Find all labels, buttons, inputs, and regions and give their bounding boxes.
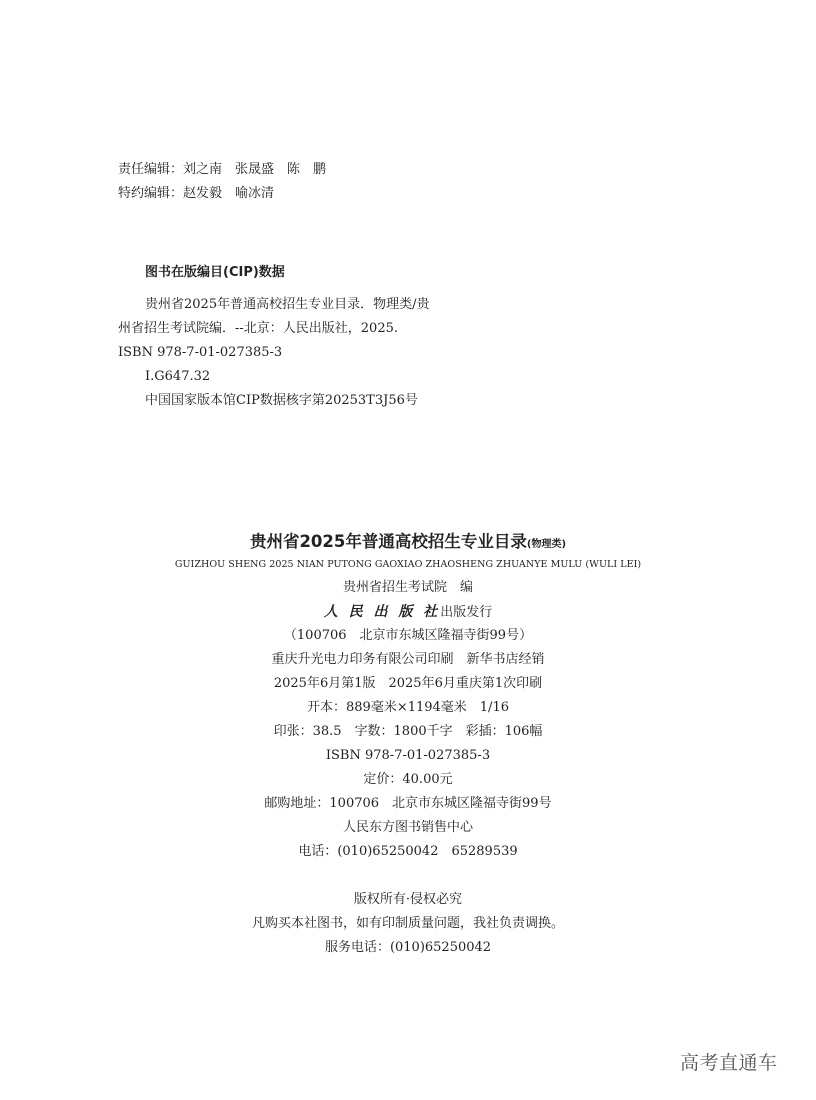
sales-center-line: 人民东方图书销售中心 — [342, 820, 473, 835]
cip-line-4: I.G647.32 — [145, 369, 211, 384]
edition-line: 2025年6月第1版 2025年6月重庆第1次印刷 — [273, 676, 543, 691]
responsible-editors: 责任编辑：刘之南 张晟盛 陈 鹏 — [118, 162, 327, 177]
phone-line: 电话：(010)65250042 65289539 — [298, 844, 518, 859]
watermark-text: 高考直通车 — [680, 1052, 778, 1074]
price-line: 定价：40.00元 — [363, 772, 453, 787]
quality-notice-line: 凡购买本社图书，如有印制质量问题，我社负责调换。 — [251, 916, 564, 931]
compiler: 贵州省招生考试院 编 — [342, 580, 473, 595]
publisher-line — [0, 603, 816, 622]
mail-address-line: 邮购地址：100706 北京市东城区隆福寺街99号 — [264, 796, 552, 811]
sheets-line: 印张：38.5 字数：1800千字 彩插：106幅 — [273, 724, 543, 739]
special-editors: 特约编辑：赵发毅 喻冰清 — [118, 186, 275, 201]
cip-heading: 图书在版编目(CIP)数据 — [145, 265, 285, 280]
publisher-address: （100706 北京市东城区隆福寺街99号） — [283, 628, 533, 643]
publisher-logo: 人 民 出 版 社 — [323, 604, 441, 620]
cip-line-3: ISBN 978-7-01-027385-3 — [118, 345, 283, 360]
publisher-suffix: 出版发行 — [440, 605, 493, 620]
printer-line: 重庆升光电力印务有限公司印刷 新华书店经销 — [271, 652, 545, 667]
book-title-pinyin: GUIZHOU SHENG 2025 NIAN PUTONG GAOXIAO ZHAOSHENG ZHUANYE MULU (WULI LEI) — [174, 559, 642, 570]
isbn-line: ISBN 978-7-01-027385-3 — [325, 748, 491, 763]
book-title-sub: (物理类) — [526, 539, 567, 550]
book-title-main: 贵州省2025年普通高校招生专业目录 — [249, 532, 527, 551]
copyright-line: 版权所有·侵权必究 — [353, 892, 463, 907]
format-line: 开本：889毫米×1194毫米 1/16 — [307, 700, 509, 715]
cip-line-5: 中国国家版本馆CIP数据核字第20253T3J56号 — [145, 393, 418, 408]
service-phone-line: 服务电话：(010)65250042 — [324, 940, 492, 955]
cip-line-1: 贵州省2025年普通高校招生专业目录．物理类/贵 — [145, 297, 430, 312]
book-title — [0, 531, 816, 556]
cip-line-2: 州省招生考试院编．--北京：人民出版社，2025. — [118, 321, 399, 336]
